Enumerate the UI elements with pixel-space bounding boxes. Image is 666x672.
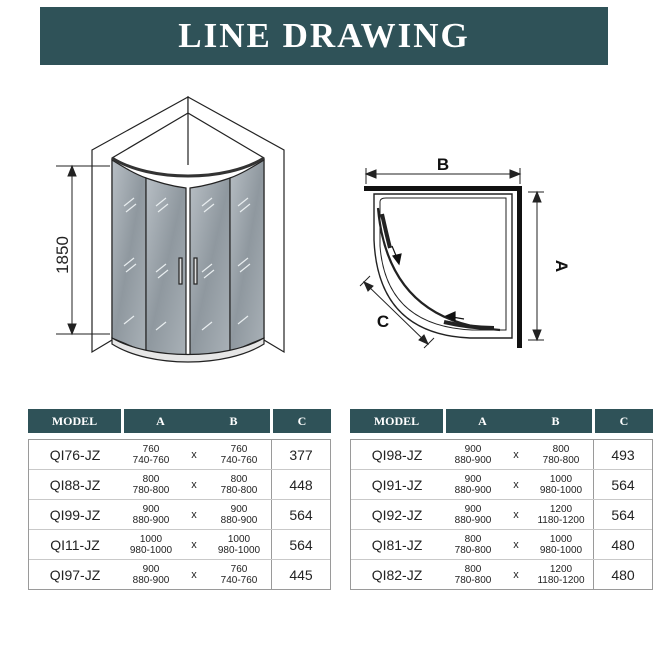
dimension-b-nominal: 1000 bbox=[549, 533, 573, 545]
dimension-a-cell bbox=[443, 440, 503, 469]
model-cell: QI97-JZ bbox=[49, 566, 101, 583]
size-table-right bbox=[350, 409, 653, 609]
dimension-b-range: 740-760 bbox=[220, 574, 258, 586]
times-separator: x bbox=[191, 508, 197, 521]
header-model: MODEL bbox=[350, 409, 443, 433]
dimension-c-cell: 448 bbox=[271, 470, 330, 499]
dimension-a-range: 880-900 bbox=[454, 454, 492, 466]
glass-right-fixed-panel bbox=[230, 160, 264, 352]
table-row bbox=[351, 500, 652, 530]
plan-view bbox=[360, 155, 571, 348]
dimension-b-cell bbox=[529, 440, 593, 469]
dimension-a-range: 980-1000 bbox=[129, 544, 173, 556]
dimension-c-label: C bbox=[376, 312, 390, 331]
times-separator: x bbox=[513, 508, 519, 521]
dimension-a-nominal: 900 bbox=[142, 503, 160, 515]
table-row bbox=[351, 440, 652, 470]
times-separator: x bbox=[513, 478, 519, 491]
dimension-a-range: 880-900 bbox=[454, 484, 492, 496]
table-row bbox=[29, 560, 330, 589]
dimension-b-range: 780-800 bbox=[220, 484, 258, 496]
table-row bbox=[351, 530, 652, 560]
dimension-a-range: 740-760 bbox=[132, 454, 170, 466]
dimension-a-nominal: 800 bbox=[464, 563, 482, 575]
model-cell: QI91-JZ bbox=[371, 476, 423, 493]
dimension-b-nominal: 1000 bbox=[549, 473, 573, 485]
header-c: C bbox=[273, 409, 331, 433]
dimension-a-nominal: 760 bbox=[142, 443, 160, 455]
dimension-a-nominal: 900 bbox=[142, 563, 160, 575]
dimension-c-cell: 564 bbox=[593, 470, 652, 499]
times-separator: x bbox=[513, 538, 519, 551]
header-a-label: A bbox=[156, 413, 165, 428]
dimension-a-nominal: 900 bbox=[464, 443, 482, 455]
dimension-c-cell: 480 bbox=[593, 530, 652, 559]
dimension-a-range: 780-800 bbox=[132, 484, 170, 496]
dimension-b-nominal: 800 bbox=[230, 473, 248, 485]
table-row bbox=[351, 470, 652, 500]
left-door-handle bbox=[179, 258, 182, 284]
dimension-a-cell bbox=[443, 500, 503, 529]
table-row bbox=[29, 530, 330, 560]
table-header bbox=[350, 409, 653, 433]
dimension-b-nominal: 760 bbox=[230, 563, 248, 575]
table-body bbox=[350, 439, 653, 590]
dimension-b-cell bbox=[529, 560, 593, 589]
header-model: MODEL bbox=[28, 409, 121, 433]
dimension-a-range: 780-800 bbox=[454, 544, 492, 556]
dimension-c bbox=[360, 276, 434, 348]
dimension-a-range: 780-800 bbox=[454, 574, 492, 586]
right-door-handle bbox=[194, 258, 197, 284]
table-row bbox=[29, 470, 330, 500]
dimension-b-nominal: 1200 bbox=[549, 563, 573, 575]
header-a-label: A bbox=[478, 413, 487, 428]
times-separator: x bbox=[513, 448, 519, 461]
banner-title: LINE DRAWING bbox=[178, 16, 470, 55]
dimension-b-range: 1180-1200 bbox=[537, 574, 585, 586]
header-a bbox=[446, 409, 592, 433]
dimension-b-cell bbox=[207, 470, 271, 499]
dimension-c-cell: 445 bbox=[271, 560, 330, 589]
dimension-b-nominal: 1200 bbox=[549, 503, 573, 515]
table-body bbox=[28, 439, 331, 590]
dimension-b-range: 880-900 bbox=[220, 514, 258, 526]
times-separator: x bbox=[191, 538, 197, 551]
dimension-a-label: A bbox=[552, 259, 571, 273]
dimension-a-cell bbox=[443, 470, 503, 499]
dimension-b-range: 1180-1200 bbox=[537, 514, 585, 526]
dimension-c-cell: 564 bbox=[271, 530, 330, 559]
dimension-b-range: 980-1000 bbox=[217, 544, 261, 556]
plan-glass-curve bbox=[378, 208, 500, 330]
model-cell: QI76-JZ bbox=[49, 446, 101, 463]
header-a bbox=[124, 409, 270, 433]
dimension-a-cell bbox=[121, 440, 181, 469]
times-separator: x bbox=[513, 568, 519, 581]
dimension-a-cell bbox=[121, 470, 181, 499]
model-cell: QI88-JZ bbox=[49, 476, 101, 493]
dimension-a-cell bbox=[121, 560, 181, 589]
dimension-a-nominal: 1000 bbox=[139, 533, 163, 545]
dimension-b-range: 740-760 bbox=[220, 454, 258, 466]
dimension-b-range: 980-1000 bbox=[539, 544, 583, 556]
plan-wall-top bbox=[364, 186, 522, 191]
dimension-c-cell: 493 bbox=[593, 440, 652, 469]
dimension-c-cell: 564 bbox=[271, 500, 330, 529]
dimension-a-cell bbox=[121, 500, 181, 529]
dimension-a-range: 880-900 bbox=[132, 574, 170, 586]
table-row bbox=[29, 440, 330, 470]
dimension-b-cell bbox=[207, 440, 271, 469]
dimension-a-nominal: 800 bbox=[464, 533, 482, 545]
model-cell: QI81-JZ bbox=[371, 536, 423, 553]
size-table-left bbox=[28, 409, 331, 609]
glass-left-fixed-panel bbox=[112, 160, 146, 352]
dimension-a-nominal: 900 bbox=[464, 503, 482, 515]
dimension-c-cell: 480 bbox=[593, 560, 652, 589]
dimension-a-nominal: 800 bbox=[142, 473, 160, 485]
dimension-b-cell bbox=[207, 530, 271, 559]
dimension-a bbox=[528, 192, 544, 340]
dimension-b-nominal: 900 bbox=[230, 503, 248, 515]
enclosure-perspective bbox=[92, 97, 284, 362]
dimension-b-nominal: 1000 bbox=[227, 533, 251, 545]
times-separator: x bbox=[191, 568, 197, 581]
dimension-c-cell: 377 bbox=[271, 440, 330, 469]
table-row bbox=[29, 500, 330, 530]
dimension-b-cell bbox=[207, 500, 271, 529]
dimension-b-range: 980-1000 bbox=[539, 484, 583, 496]
times-separator: x bbox=[191, 478, 197, 491]
dimension-b-cell bbox=[529, 530, 593, 559]
header-b-label: B bbox=[229, 413, 238, 428]
model-cell: QI99-JZ bbox=[49, 506, 101, 523]
dimension-a-cell bbox=[121, 530, 181, 559]
table-row bbox=[351, 560, 652, 589]
dimension-b-range: 780-800 bbox=[542, 454, 580, 466]
model-cell: QI92-JZ bbox=[371, 506, 423, 523]
dimension-b-cell bbox=[529, 500, 593, 529]
plan-wall-right bbox=[517, 186, 522, 348]
dimension-b-nominal: 760 bbox=[230, 443, 248, 455]
dimension-a-nominal: 900 bbox=[464, 473, 482, 485]
dimension-b-nominal: 800 bbox=[552, 443, 570, 455]
table-header bbox=[28, 409, 331, 433]
dimension-c-cell: 564 bbox=[593, 500, 652, 529]
model-cell: QI11-JZ bbox=[50, 536, 100, 553]
dimension-a-range: 880-900 bbox=[132, 514, 170, 526]
plan-door-bottom-arc bbox=[444, 322, 494, 328]
header-c: C bbox=[595, 409, 653, 433]
times-separator: x bbox=[191, 448, 197, 461]
dimension-a-cell bbox=[443, 560, 503, 589]
dimension-b-cell bbox=[207, 560, 271, 589]
model-cell: QI98-JZ bbox=[371, 446, 423, 463]
dimension-a-cell bbox=[443, 530, 503, 559]
dimension-b-label: B bbox=[436, 155, 450, 174]
dimension-b-cell bbox=[529, 470, 593, 499]
model-cell: QI82-JZ bbox=[371, 566, 423, 583]
dimension-a-range: 880-900 bbox=[454, 514, 492, 526]
header-b-label: B bbox=[551, 413, 560, 428]
height-label: 1850 bbox=[53, 236, 72, 274]
